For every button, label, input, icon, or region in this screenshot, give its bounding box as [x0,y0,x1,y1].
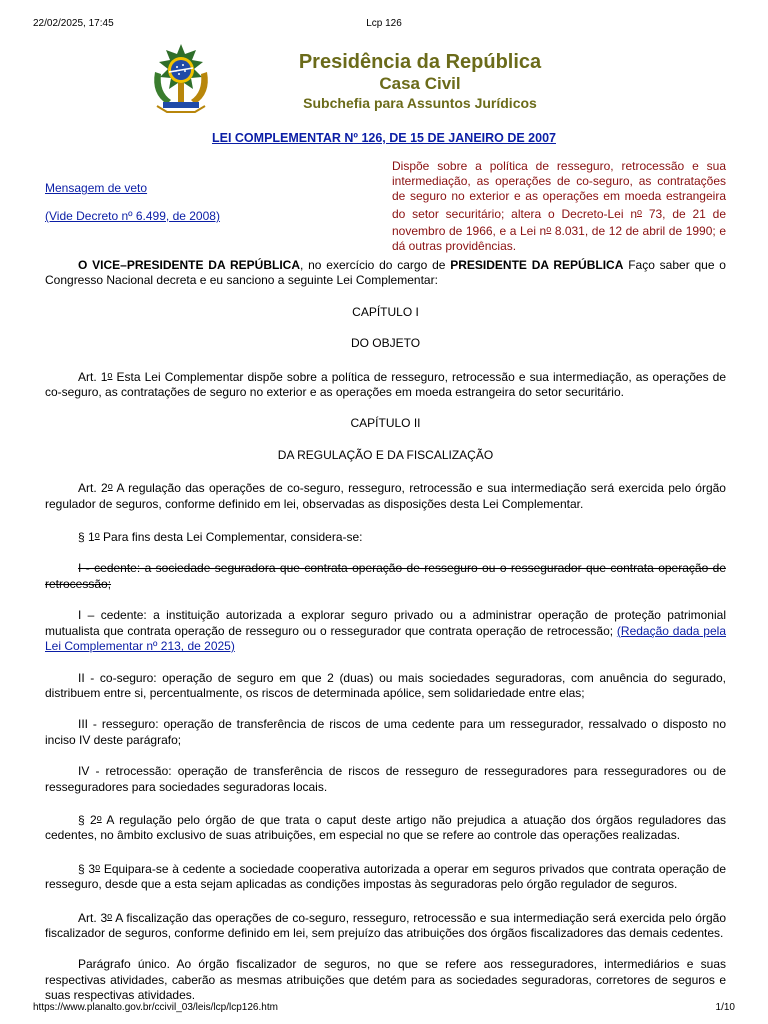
masthead-casa-civil: Casa Civil [379,74,461,93]
paragraph-text: Equipara-se à cedente a sociedade cooperativa autorizada a operar em seguros privados que contrata operação de resseguro, desde que a esta sejam aplicadas as condições impostas às seguradoras pelo órgão regulador de seguros. [45,861,727,892]
article-2 [45,479,726,512]
preamble-text: , no exercício do cargo de [300,258,451,272]
chapter-2-subtitle: DA REGULAÇÃO E DA FISCALIZAÇÃO [277,447,494,462]
print-url: https://www.planalto.gov.br/ccivil_03/leis/lcp/lcp126.htm [33,1002,278,1013]
law-title-link[interactable]: LEI COMPLEMENTAR Nº 126, DE 15 DE JANEIRO DE 2007 [211,131,556,145]
veto-message-link[interactable]: Mensagem de veto [45,181,148,195]
page-number: 1/10 [715,1002,735,1013]
ementa-ordinal: o [546,223,552,234]
paragraph-text: A regulação pelo órgão de que trata o caput deste artigo não prejudica a atuação dos órgãos reguladores das cedentes, no âmbito exclusivo de suas atribuições, em especial no que se refere ao controle das operações realizadas. [45,812,727,843]
paragraph-ordinal: o [94,530,100,541]
chapter-1-title: CAPÍTULO I [352,304,419,319]
article-3 [45,909,726,942]
masthead-subchefia: Subchefia para Assuntos Jurídicos [303,95,537,111]
article-label: Art. 3 [78,910,108,925]
inciso-4: IV - retrocessão: operação de transferência de riscos de resseguro de resseguradores para resseguradores ou de resseguradores para sociedades seguradoras locais. [45,764,726,794]
preamble-president: PRESIDENTE DA REPÚBLICA [450,258,624,272]
ementa-text: Dispõe sobre a política de resseguro, retrocessão e sua intermediação, as operações de co-seguro, as contratações de seguro no exterior e as operações em moeda estrangeira do setor securitário; altera o Decreto-Lei n [392,159,726,221]
paragraph-unico: Parágrafo único. Ao órgão fiscalizador de seguros, no que se refere aos resseguradores, intermediários e suas respectivas atividades, caberão as mesmas atribuições que detém para as sociedades seguradoras, corretores de seguros e suas respectivas atividades. [45,957,726,1003]
inciso-1 [45,608,726,654]
ementa-ordinal: o [637,206,643,217]
print-datetime: 22/02/2025, 17:45 [33,18,114,29]
print-page-title: Lcp 126 [366,18,402,29]
ementa-text: 8.031, de 12 de abril de 1990; e dá outras providências. [392,223,726,254]
print-header [33,18,735,32]
preamble-vice-president: O VICE–PRESIDENTE DA REPÚBLICA [78,258,300,272]
chapter-2-title: CAPÍTULO II [350,416,421,431]
ementa-text: 73, de 21 de novembro de 1966, e a Lei n [392,206,727,238]
paragraph-text: Para fins desta Lei Complementar, considera-se: [99,530,363,545]
paragraph-2 [45,811,726,844]
inciso-3: III - resseguro: operação de transferência de riscos de uma cedente para um ressegurador, ressalvado o disposto no inciso IV deste parágrafo; [45,717,726,747]
print-footer [33,1002,735,1016]
article-ordinal: o [107,910,113,921]
article-1 [45,368,726,401]
coat-of-arms-icon [147,42,215,116]
law-title [0,131,768,145]
article-text: A regulação das operações de co-seguro, resseguro, retrocessão e sua intermediação será exercida pelo órgão regulador de seguros, conforme definido em lei, observadas as disposições desta Lei Complementar. [45,481,726,511]
article-ordinal: o [107,481,113,492]
paragraph-label: § 2 [78,812,97,827]
inciso-2: II - co-seguro: operação de seguro em que 2 (duas) ou mais sociedades seguradoras, com anuência do segurado, distribuem entre si, percentualmente, os riscos de determinada apólice, sem solidariedade entre elas; [45,670,726,700]
paragraph-label: § 1 [78,530,95,545]
amendment-link[interactable]: (Redação dada pela Lei Complementar nº 213, de 2025) [45,623,726,654]
law-body [45,258,726,1020]
preamble [45,258,726,289]
chapter-1-subtitle: DO OBJETO [350,336,421,351]
masthead-presidencia: Presidência da República [298,51,542,73]
paragraph-ordinal: o [95,861,101,872]
paragraph-ordinal: o [96,812,102,823]
inciso-text: I – cedente: a instituição autorizada a explorar seguro privado ou a administrar operação de proteção patrimonial mutualista que contrata operação de resseguro ou o ressegurador que contrata operação de retrocessão; [45,608,726,638]
article-label: Art. 2 [78,481,108,496]
inciso-1-revoked: I - cedente: a sociedade seguradora que contrata operação de resseguro ou o ressegurador que contrata operação de retrocessão; [45,561,726,591]
paragraph-3 [45,860,726,893]
side-links [45,181,220,223]
article-text: A fiscalização das operações de co-seguro, resseguro, retrocessão e sua intermediação será exercida pelo órgão fiscalizador de seguros, conforme definido em lei, sem prejuízo das atribuições dos órgãos fiscalizadores das demais cedentes. [45,910,726,940]
article-ordinal: o [107,369,113,380]
article-text: Esta Lei Complementar dispõe sobre a política de resseguro, retrocessão e sua intermediação, as operações de co-seguro, as contratações de seguro no exterior e as operações em moeda estrangeira do setor securitário. [45,369,726,400]
ementa [392,159,726,254]
article-label: Art. 1 [78,369,108,384]
decree-reference-link[interactable]: (Vide Decreto nº 6.499, de 2008) [45,209,220,223]
preamble-text: Faço saber que o Congresso Nacional decreta e eu sanciono a seguinte Lei Complementar: [45,258,726,288]
masthead [270,50,570,112]
paragraph-1 [45,528,726,545]
paragraph-label: § 3 [78,861,96,876]
